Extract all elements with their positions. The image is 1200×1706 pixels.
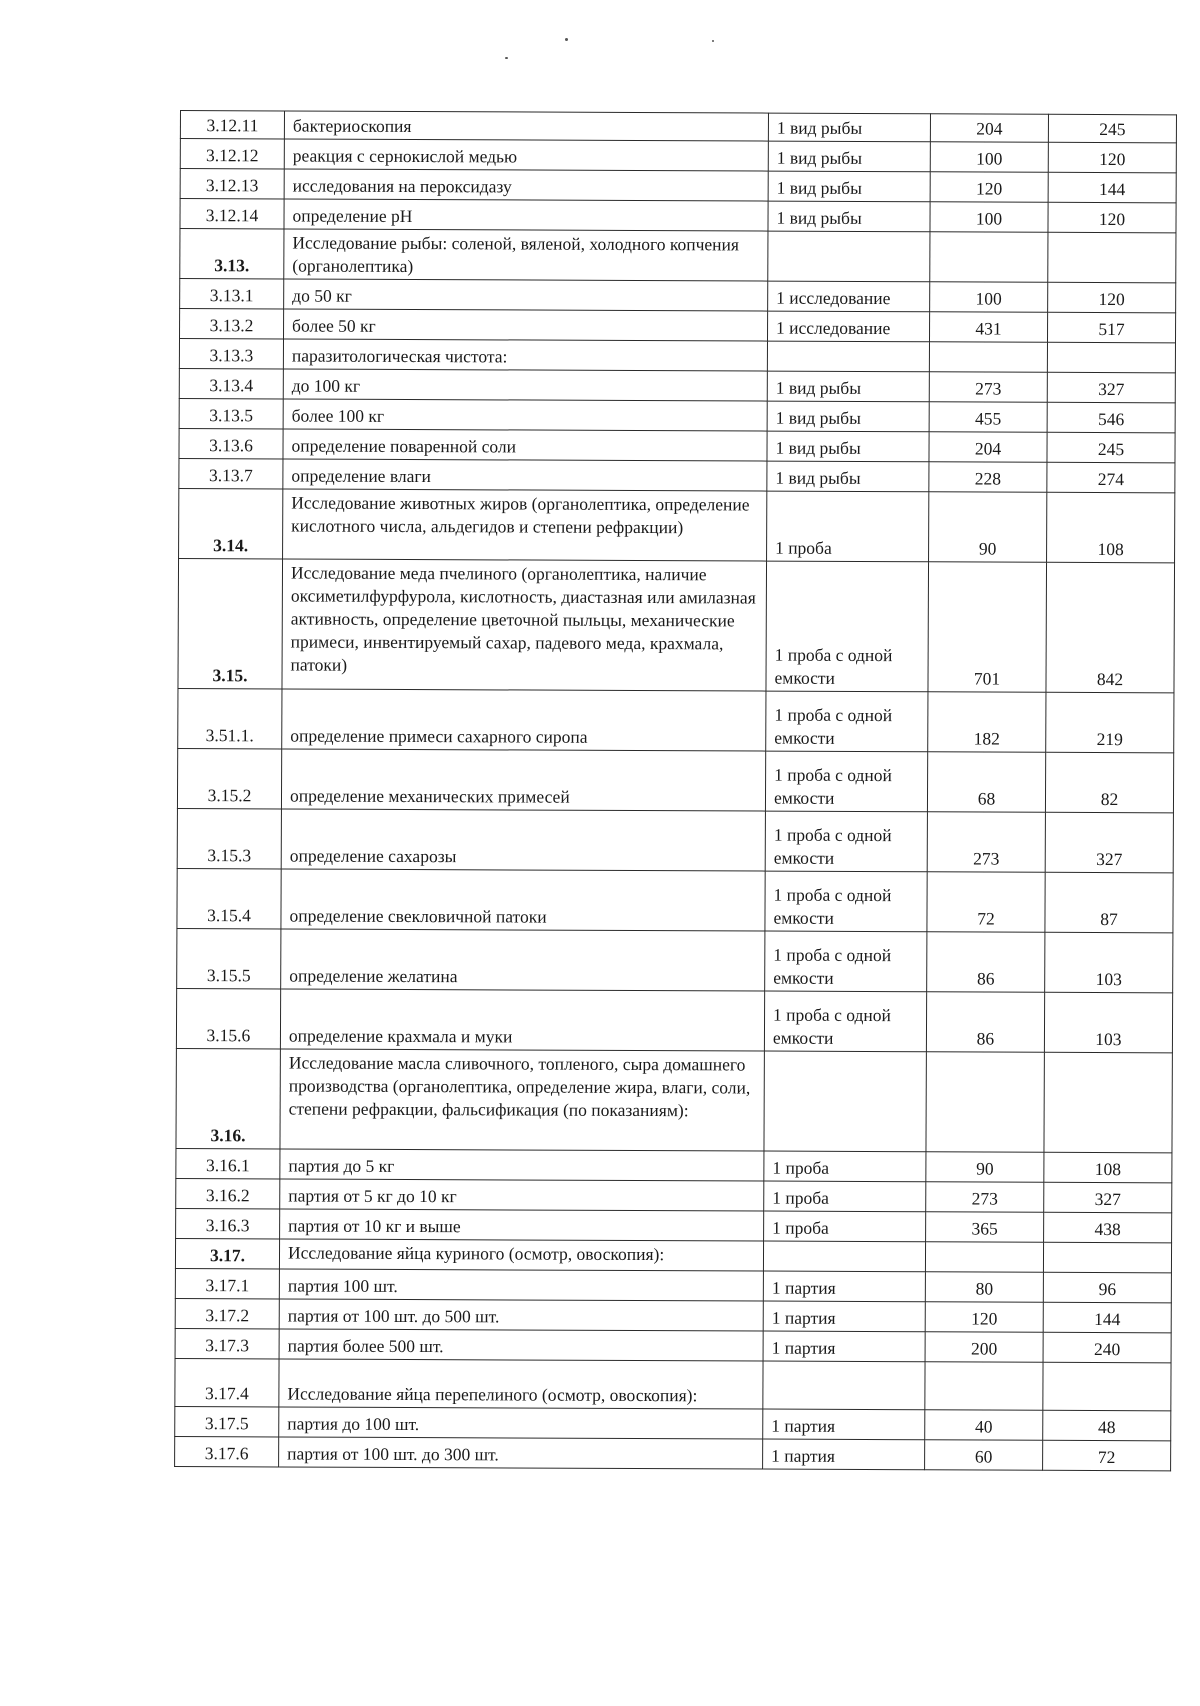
row-price-cell: [926, 1052, 1044, 1153]
row-price-cell: [929, 342, 1047, 373]
table-row: [180, 169, 1176, 203]
row-name-cell: определение свекловичной патоки: [281, 869, 765, 931]
row-name-cell: определение желатина: [281, 929, 765, 991]
row-name-cell: партия от 5 кг до 10 кг: [280, 1179, 764, 1211]
table-row: [176, 1178, 1172, 1212]
row-price-cell: [930, 232, 1048, 283]
row-price-alt-cell: 327: [1044, 1182, 1172, 1213]
table-row: [175, 1238, 1171, 1272]
table-row: [175, 1298, 1171, 1332]
scan-speck: [712, 40, 714, 42]
row-price-cell: 204: [930, 114, 1048, 143]
row-code-cell: 3.13.7: [179, 458, 283, 488]
row-price-alt-cell: 108: [1044, 1152, 1172, 1183]
row-price-alt-cell: 103: [1045, 932, 1173, 993]
price-table: [174, 110, 1177, 1471]
row-price-alt-cell: 438: [1044, 1212, 1172, 1243]
row-price-cell: [925, 1362, 1043, 1411]
table-row: [176, 988, 1172, 1052]
row-price-alt-cell: 245: [1048, 114, 1176, 143]
table-row: [177, 868, 1173, 932]
row-price-alt-cell: 327: [1047, 372, 1175, 403]
row-price-alt-cell: [1043, 1242, 1171, 1273]
row-code-cell: 3.51.1.: [178, 688, 282, 748]
row-price-cell: 200: [925, 1332, 1043, 1363]
row-unit-cell: 1 проба: [767, 491, 929, 562]
row-unit-cell: 1 партия: [763, 1301, 925, 1332]
row-name-cell: исследования на пероксидазу: [284, 169, 768, 201]
row-unit-cell: 1 проба с одной емкости: [766, 691, 928, 752]
row-price-alt-cell: 327: [1045, 812, 1173, 873]
row-price-alt-cell: 96: [1043, 1272, 1171, 1303]
table-row: [180, 279, 1176, 313]
row-price-alt-cell: 72: [1043, 1440, 1171, 1471]
row-price-cell: 228: [929, 462, 1047, 493]
row-unit-cell: 1 вид рыбы: [768, 171, 930, 202]
table-row: [179, 339, 1175, 373]
row-name-cell: определение влаги: [283, 459, 767, 491]
row-name-cell: партия 100 шт.: [279, 1269, 763, 1301]
row-price-cell: 120: [930, 172, 1048, 203]
row-unit-cell: 1 вид рыбы: [768, 201, 930, 232]
row-code-cell: 3.17.4: [175, 1358, 279, 1406]
row-price-cell: 273: [927, 812, 1045, 873]
row-name-cell: Исследование яйца перепелиного (осмотр, овоскопия):: [279, 1359, 763, 1409]
table-row: [175, 1328, 1171, 1362]
row-name-cell: более 50 кг: [284, 309, 768, 341]
row-name-cell: паразитологическая чистота:: [283, 339, 767, 371]
row-price-cell: 431: [929, 312, 1047, 343]
row-unit-cell: 1 проба с одной емкости: [765, 871, 927, 932]
row-price-alt-cell: [1043, 1362, 1171, 1411]
row-code-cell: 3.12.13: [180, 169, 284, 199]
row-price-alt-cell: 245: [1047, 432, 1175, 463]
table-row: [175, 1358, 1171, 1410]
row-price-alt-cell: 842: [1046, 562, 1175, 693]
row-unit-cell: [764, 1051, 926, 1152]
table-row: [179, 428, 1175, 462]
row-name-cell: партия от 100 шт. до 300 шт.: [279, 1437, 763, 1469]
row-code-cell: 3.15.4: [177, 868, 281, 928]
row-unit-cell: 1 проба: [764, 1151, 926, 1182]
table-row: [175, 1268, 1171, 1302]
row-code-cell: 3.17.1: [175, 1268, 279, 1298]
row-code-cell: 3.14.: [179, 488, 283, 558]
table-row: [180, 229, 1176, 283]
row-unit-cell: 1 вид рыбы: [768, 113, 930, 142]
row-unit-cell: 1 исследование: [767, 311, 929, 342]
row-code-cell: 3.13.2: [180, 309, 284, 339]
row-name-cell: определение поваренной соли: [283, 429, 767, 461]
row-unit-cell: 1 проба с одной емкости: [766, 561, 929, 692]
row-name-cell: определение примеси сахарного сиропа: [282, 689, 766, 751]
row-price-alt-cell: 144: [1043, 1302, 1171, 1333]
row-name-cell: партия более 500 шт.: [279, 1329, 763, 1361]
row-unit-cell: [763, 1361, 925, 1410]
table-row: [179, 488, 1175, 562]
row-price-cell: 90: [926, 1152, 1044, 1183]
row-price-cell: 273: [929, 372, 1047, 403]
row-code-cell: 3.12.14: [180, 199, 284, 229]
row-code-cell: 3.13.4: [179, 368, 283, 398]
row-name-cell: до 50 кг: [284, 279, 768, 311]
row-name-cell: Исследование яйца куриного (осмотр, овоскопия):: [279, 1239, 763, 1271]
row-name-cell: реакция с сернокислой медью: [284, 139, 768, 171]
row-code-cell: 3.16.3: [176, 1208, 280, 1238]
row-code-cell: 3.17.6: [175, 1436, 279, 1466]
row-code-cell: 3.13.6: [179, 428, 283, 458]
row-name-cell: партия от 10 кг и выше: [280, 1209, 764, 1241]
row-code-cell: 3.12.12: [180, 139, 284, 169]
row-unit-cell: 1 проба: [764, 1211, 926, 1242]
table-row: [179, 368, 1175, 402]
row-unit-cell: 1 партия: [763, 1331, 925, 1362]
row-code-cell: 3.12.11: [180, 111, 284, 139]
row-unit-cell: 1 вид рыбы: [767, 431, 929, 462]
row-price-cell: 68: [927, 752, 1045, 813]
row-price-cell: 100: [930, 202, 1048, 233]
row-code-cell: 3.15.3: [177, 808, 281, 868]
row-unit-cell: 1 партия: [763, 1271, 925, 1302]
table-row: [177, 928, 1173, 992]
row-name-cell: партия до 100 шт.: [279, 1407, 763, 1439]
row-unit-cell: 1 исследование: [768, 281, 930, 312]
table-row: [175, 1436, 1171, 1470]
row-code-cell: 3.13.: [180, 229, 284, 279]
table-row: [177, 748, 1173, 812]
row-name-cell: до 100 кг: [283, 369, 767, 401]
row-price-cell: 100: [930, 142, 1048, 173]
scan-speck: [565, 38, 568, 41]
row-price-alt-cell: 48: [1043, 1410, 1171, 1441]
row-name-cell: определение механических примесей: [281, 749, 765, 811]
row-price-alt-cell: 120: [1048, 202, 1176, 233]
row-price-cell: 204: [929, 432, 1047, 463]
row-code-cell: 3.16.: [176, 1048, 280, 1148]
row-price-cell: 90: [929, 492, 1047, 563]
row-name-cell: Исследование меда пчелиного (органолептика, наличие оксиметилфурфурола, кислотность, диастазная или амилазная активность, определение цветочной пыльцы, механические примеси, инвентируемый сахар, падевого меда, крахмала, патоки): [282, 559, 767, 691]
row-unit-cell: 1 партия: [763, 1439, 925, 1470]
row-unit-cell: 1 проба с одной емкости: [764, 991, 926, 1052]
row-price-cell: 86: [927, 932, 1045, 993]
row-code-cell: 3.16.1: [176, 1148, 280, 1178]
row-name-cell: Исследование рыбы: соленой, вяленой, холодного копчения (органолептика): [284, 229, 768, 281]
row-name-cell: бактериоскопия: [284, 111, 768, 141]
row-name-cell: более 100 кг: [283, 399, 767, 431]
row-code-cell: 3.13.3: [179, 339, 283, 369]
row-unit-cell: 1 проба с одной емкости: [765, 751, 927, 812]
table-row: [180, 199, 1176, 233]
table-row: [175, 1406, 1171, 1440]
row-price-alt-cell: [1047, 342, 1175, 373]
row-price-cell: 365: [926, 1212, 1044, 1243]
row-unit-cell: 1 проба: [764, 1181, 926, 1212]
table-row: [176, 1048, 1172, 1152]
row-name-cell: определение сахарозы: [281, 809, 765, 871]
row-price-alt-cell: 108: [1047, 492, 1175, 563]
row-unit-cell: 1 вид рыбы: [767, 371, 929, 402]
row-code-cell: 3.16.2: [176, 1178, 280, 1208]
row-price-alt-cell: 240: [1043, 1332, 1171, 1363]
scan-speck: [505, 57, 508, 59]
table-row: [177, 808, 1173, 872]
row-price-alt-cell: 103: [1044, 992, 1172, 1053]
table-row: [180, 111, 1176, 143]
row-code-cell: 3.17.: [175, 1238, 279, 1268]
row-price-cell: 80: [925, 1272, 1043, 1303]
table-row: [179, 458, 1175, 492]
table-row: [176, 1208, 1172, 1242]
row-unit-cell: [767, 341, 929, 372]
row-code-cell: 3.13.1: [180, 279, 284, 309]
row-price-alt-cell: 82: [1045, 752, 1173, 813]
row-unit-cell: [763, 1241, 925, 1272]
row-code-cell: 3.15.2: [177, 748, 281, 808]
row-code-cell: 3.15.5: [177, 928, 281, 988]
row-unit-cell: 1 проба с одной емкости: [765, 931, 927, 992]
row-price-cell: 701: [928, 562, 1047, 693]
row-price-cell: 86: [926, 992, 1044, 1053]
row-code-cell: 3.17.2: [175, 1298, 279, 1328]
row-unit-cell: [768, 231, 930, 282]
row-unit-cell: 1 проба с одной емкости: [765, 811, 927, 872]
table-row: [176, 1148, 1172, 1182]
row-unit-cell: 1 вид рыбы: [767, 461, 929, 492]
row-name-cell: Исследование масла сливочного, топленого, сыра домашнего производства (органолептика, определение жира, влаги, соли, степени рефракции, фальсификация (по показаниям):: [280, 1049, 764, 1151]
row-price-cell: 72: [927, 872, 1045, 933]
row-price-alt-cell: 120: [1048, 282, 1176, 313]
row-price-alt-cell: 87: [1045, 872, 1173, 933]
row-price-alt-cell: [1048, 232, 1176, 283]
row-code-cell: 3.17.5: [175, 1406, 279, 1436]
row-price-alt-cell: 219: [1046, 692, 1174, 753]
row-price-cell: 40: [925, 1410, 1043, 1441]
row-price-alt-cell: 517: [1047, 312, 1175, 343]
row-price-cell: 120: [925, 1302, 1043, 1333]
row-price-cell: 273: [926, 1182, 1044, 1213]
row-code-cell: 3.15.: [178, 558, 283, 688]
row-price-cell: 182: [928, 692, 1046, 753]
row-name-cell: партия от 100 шт. до 500 шт.: [279, 1299, 763, 1331]
price-table-wrapper: [174, 110, 1176, 1471]
row-unit-cell: 1 партия: [763, 1409, 925, 1440]
table-row: [178, 688, 1174, 752]
row-name-cell: Исследование животных жиров (органолептика, определение кислотного числа, альдегидов и степени рефракции): [283, 489, 767, 561]
table-row: [178, 558, 1175, 692]
table-row: [180, 309, 1176, 343]
row-price-cell: 60: [925, 1440, 1043, 1471]
row-code-cell: 3.13.5: [179, 398, 283, 428]
row-code-cell: 3.15.6: [176, 988, 280, 1048]
table-row: [179, 398, 1175, 432]
row-code-cell: 3.17.3: [175, 1328, 279, 1358]
row-price-cell: 455: [929, 402, 1047, 433]
table-row: [180, 139, 1176, 173]
row-name-cell: определение крахмала и муки: [280, 989, 764, 1051]
row-price-alt-cell: 144: [1048, 172, 1176, 203]
row-price-cell: 100: [930, 282, 1048, 313]
row-price-alt-cell: 274: [1047, 462, 1175, 493]
row-name-cell: партия до 5 кг: [280, 1149, 764, 1181]
table-body: [175, 111, 1177, 1471]
row-price-cell: [925, 1242, 1043, 1273]
row-unit-cell: 1 вид рыбы: [767, 401, 929, 432]
row-unit-cell: 1 вид рыбы: [768, 141, 930, 172]
row-price-alt-cell: 120: [1048, 142, 1176, 173]
row-price-alt-cell: 546: [1047, 402, 1175, 433]
row-price-alt-cell: [1044, 1052, 1172, 1153]
row-name-cell: определение рН: [284, 199, 768, 231]
